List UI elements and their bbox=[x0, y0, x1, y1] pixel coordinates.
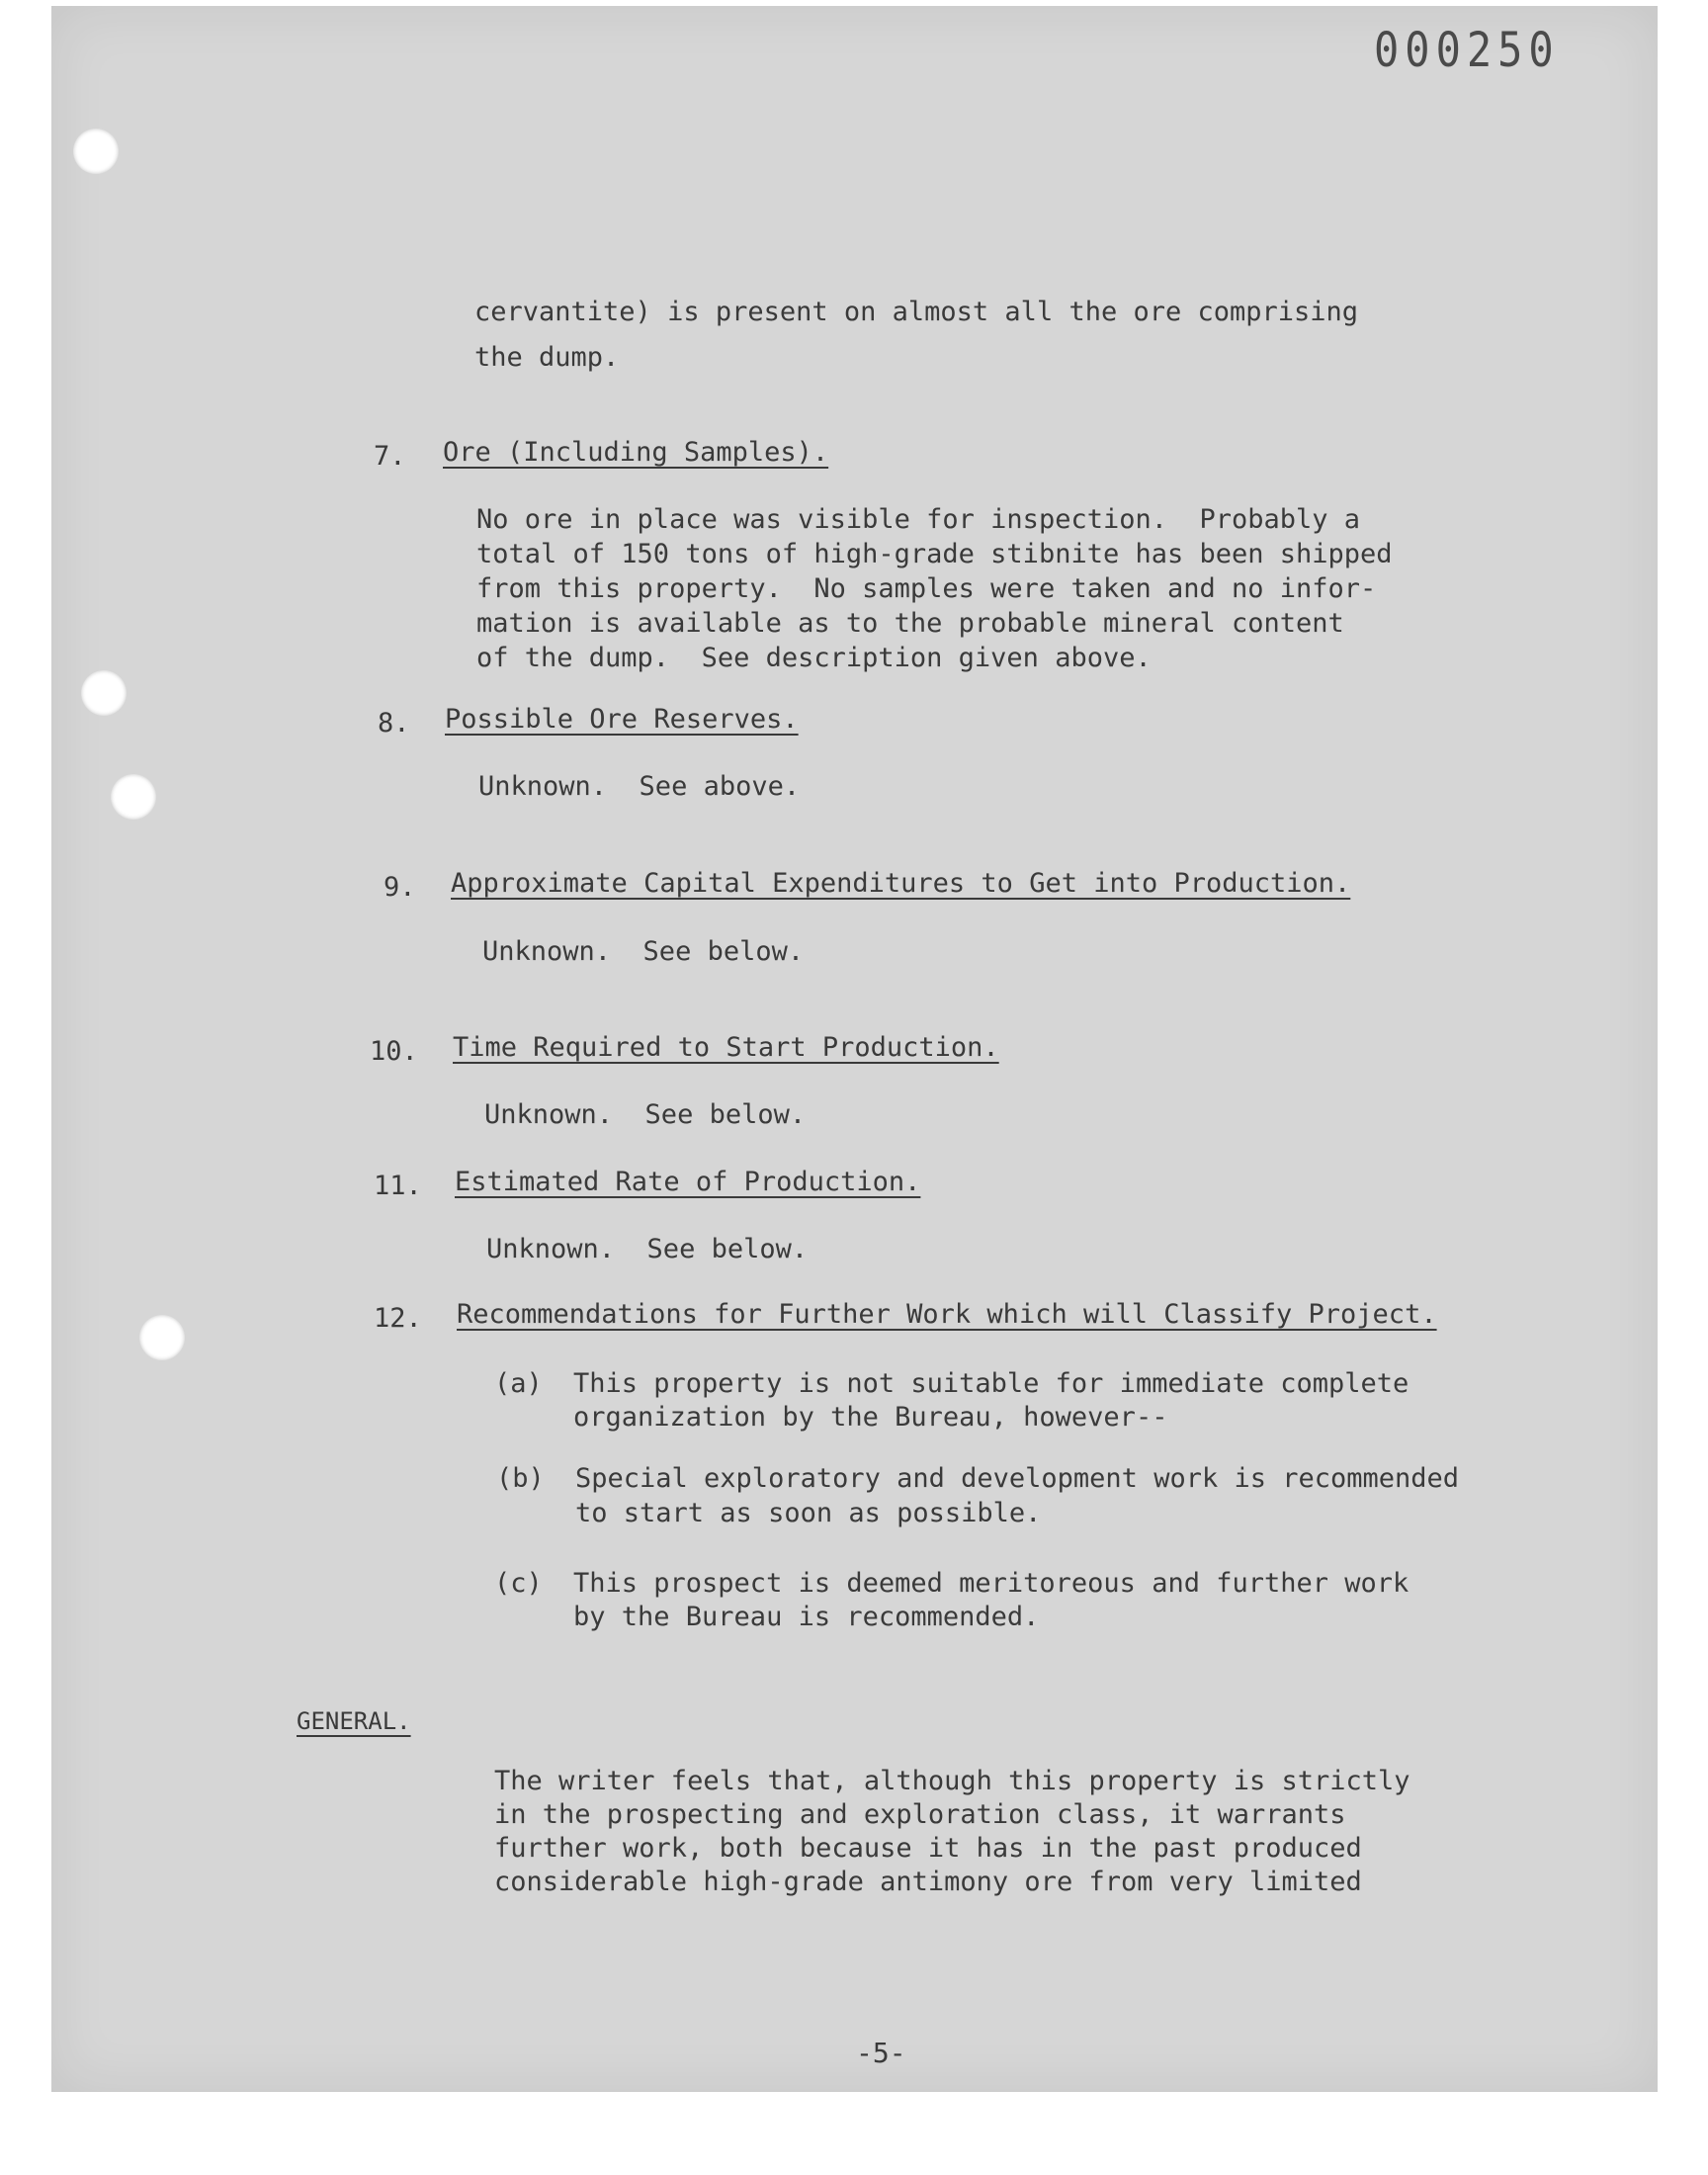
section-body-line: No ore in place was visible for inspection. Probably a bbox=[476, 504, 1361, 535]
section-number: 10. bbox=[370, 1036, 418, 1067]
punch-hole bbox=[139, 1315, 185, 1360]
general-line: The writer feels that, although this property is strictly bbox=[494, 1766, 1410, 1796]
section-body-line: total of 150 tons of high-grade stibnite has been shipped bbox=[476, 539, 1393, 569]
section-number: 8. bbox=[378, 708, 410, 739]
section-body-line: from this property. No samples were taken and no infor- bbox=[476, 573, 1377, 604]
section-heading: Recommendations for Further Work which will Classify Project. bbox=[457, 1299, 1437, 1330]
recommendation-line: This property is not suitable for immediate complete bbox=[573, 1368, 1409, 1399]
section-body-line: Unknown. See below. bbox=[482, 936, 805, 967]
recommendation-line: by the Bureau is recommended. bbox=[573, 1602, 1040, 1632]
recommendation-line: This prospect is deemed meritoreous and further work bbox=[573, 1568, 1409, 1599]
recommendation-label: (c) bbox=[494, 1568, 543, 1599]
punch-hole bbox=[73, 129, 119, 174]
document-number-stamp: 000250 bbox=[1374, 22, 1560, 78]
general-line: in the prospecting and exploration class, it warrants bbox=[494, 1799, 1346, 1830]
intro-line: the dump. bbox=[474, 342, 620, 373]
section-number: 11. bbox=[374, 1171, 422, 1201]
section-heading: Ore (Including Samples). bbox=[443, 437, 829, 468]
recommendation-label: (a) bbox=[494, 1368, 543, 1399]
recommendation-label: (b) bbox=[496, 1463, 545, 1494]
intro-line: cervantite) is present on almost all the ore comprising bbox=[474, 297, 1359, 327]
general-heading: GENERAL. bbox=[297, 1707, 411, 1735]
recommendation-line: organization by the Bureau, however-- bbox=[573, 1402, 1168, 1433]
section-heading: Estimated Rate of Production. bbox=[455, 1167, 921, 1197]
section-body-line: mation is available as to the probable mineral content bbox=[476, 608, 1344, 639]
section-body-line: Unknown. See below. bbox=[484, 1099, 807, 1130]
section-body-line: Unknown. See below. bbox=[486, 1234, 809, 1264]
recommendation-line: to start as soon as possible. bbox=[575, 1498, 1042, 1528]
section-body-line: of the dump. See description given above. bbox=[476, 643, 1152, 673]
general-line: considerable high-grade antimony ore from very limited bbox=[494, 1867, 1362, 1897]
page-number: -5- bbox=[856, 2037, 906, 2069]
section-body-line: Unknown. See above. bbox=[478, 771, 801, 802]
section-heading: Time Required to Start Production. bbox=[453, 1032, 999, 1063]
recommendation-line: Special exploratory and development work is recommended bbox=[575, 1463, 1460, 1494]
punch-hole bbox=[81, 670, 127, 716]
section-number: 7. bbox=[374, 441, 406, 472]
punch-hole bbox=[111, 774, 156, 820]
section-heading: Possible Ore Reserves. bbox=[445, 704, 799, 735]
section-heading: Approximate Capital Expenditures to Get into Production. bbox=[451, 868, 1351, 899]
section-number: 12. bbox=[374, 1303, 422, 1334]
section-number: 9. bbox=[384, 872, 416, 903]
general-line: further work, both because it has in the past produced bbox=[494, 1833, 1362, 1864]
